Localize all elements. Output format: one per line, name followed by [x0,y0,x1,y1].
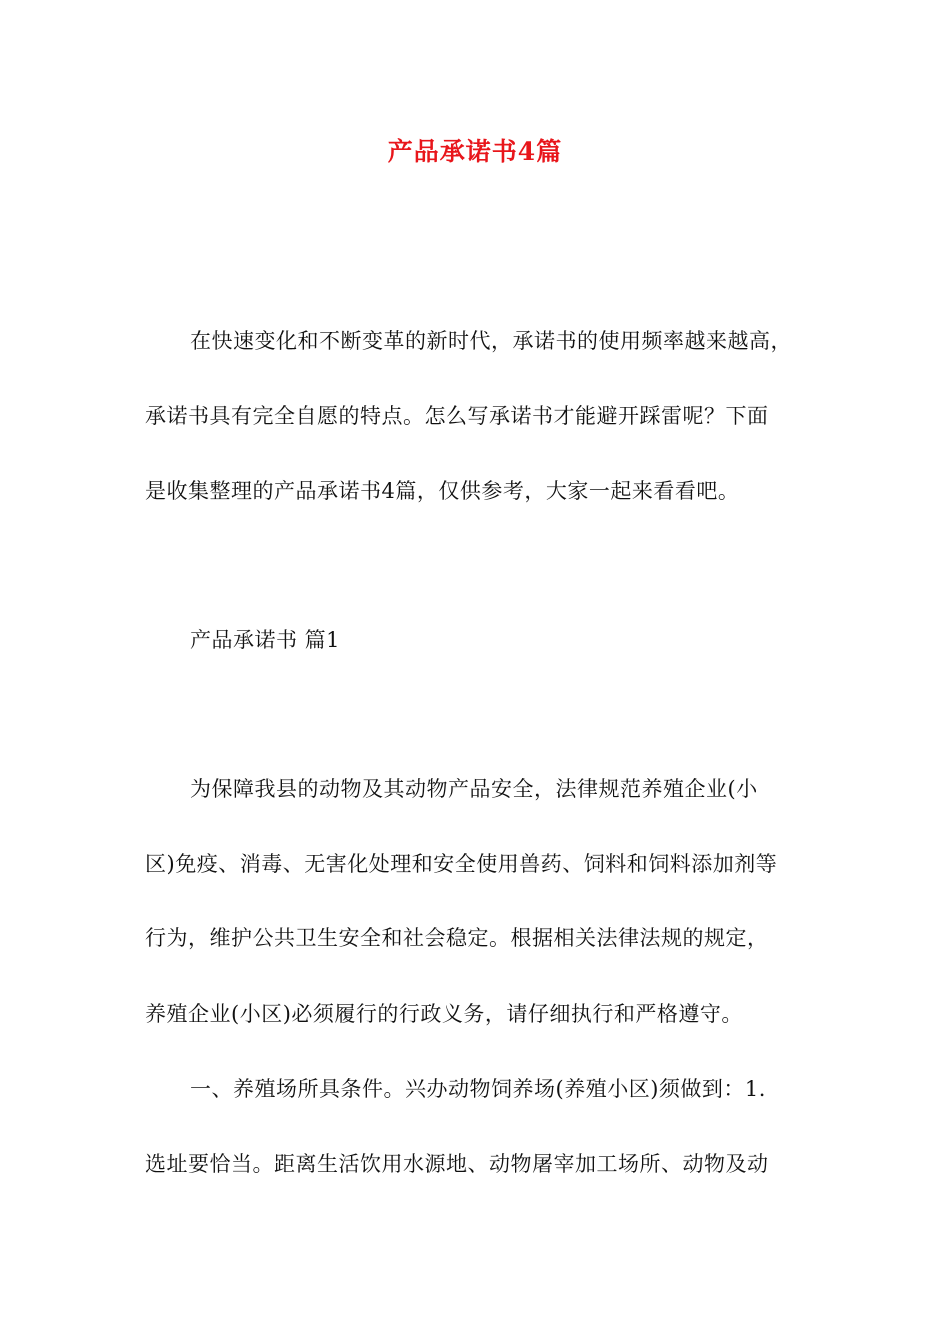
intro-line: 是收集整理的产品承诺书4篇，仅供参考，大家一起来看看吧。 [145,479,740,503]
body-line: 一、养殖场所具条件。兴办动物饲养场(养殖小区)须做到：1. [190,1077,766,1101]
body-line: 为保障我县的动物及其动物产品安全，法律规范养殖企业(小 [190,777,758,801]
body-line: 养殖企业(小区)必须履行的行政义务，请仔细执行和严格遵守。 [145,1002,743,1026]
body-line: 行为，维护公共卫生安全和社会稳定。根据相关法律法规的规定， [145,926,769,950]
section-heading: 产品承诺书 篇1 [190,628,341,652]
body-line: 区)免疫、消毒、无害化处理和安全使用兽药、饲料和饲料添加剂等 [145,852,778,876]
document-title: 产品承诺书4篇 [387,137,563,166]
body-line: 选址要恰当。距离生活饮用水源地、动物屠宰加工场所、动物及动 [145,1152,769,1176]
intro-line: 承诺书具有完全自愿的特点。怎么写承诺书才能避开踩雷呢？下面 [145,404,769,428]
intro-line: 在快速变化和不断变革的新时代，承诺书的使用频率越来越高， [190,329,792,353]
